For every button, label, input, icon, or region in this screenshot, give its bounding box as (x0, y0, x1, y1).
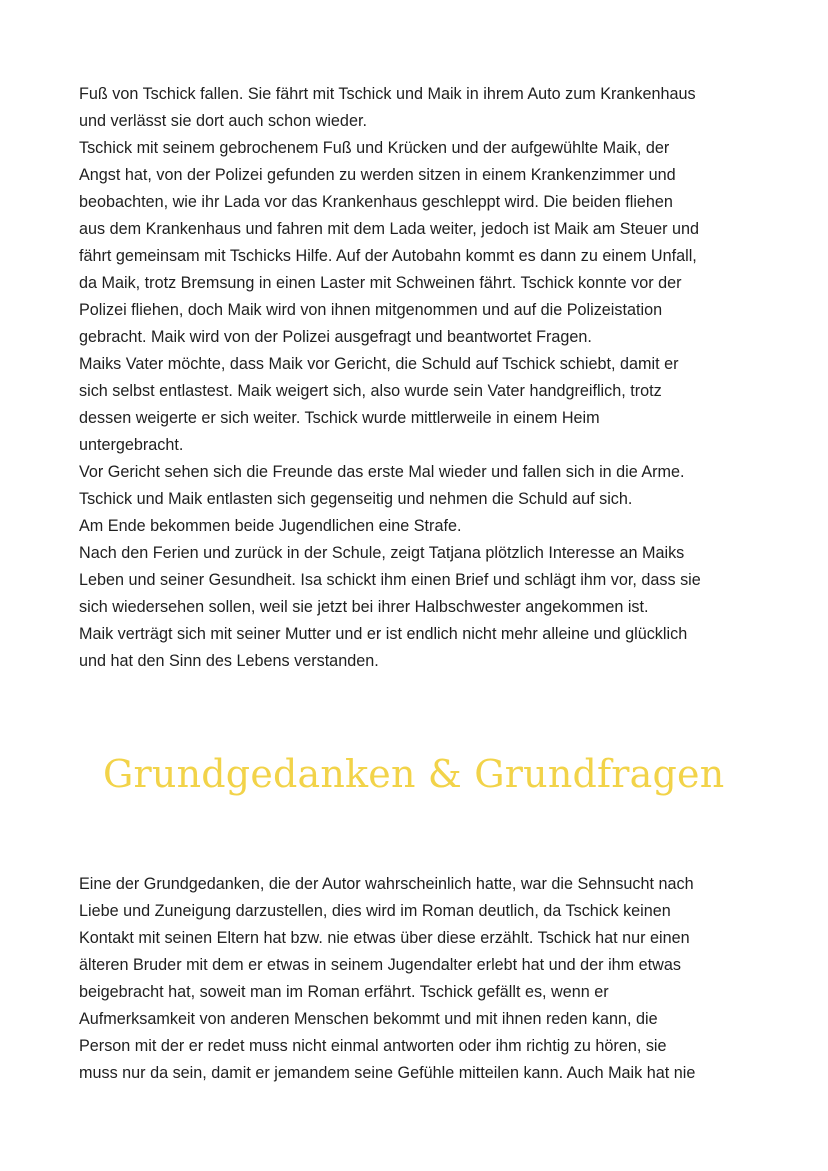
text-line: aus dem Krankenhaus und fahren mit dem Lada weiter, jedoch ist Maik am Steuer und (79, 220, 699, 238)
text-line: Polizei fliehen, doch Maik wird von ihnen mitgenommen und auf die Polizeistation (79, 301, 663, 319)
text-line: Kontakt mit seinen Eltern hat bzw. nie etwas über diese erzählt. Tschick hat nur einen (79, 929, 690, 947)
text-line: Leben und seiner Gesundheit. Isa schickt ihm einen Brief und schlägt ihm vor, dass sie (79, 571, 701, 589)
text-line: da Maik, trotz Bremsung in einen Laster mit Schweinen fährt. Tschick konnte vor der (79, 274, 682, 292)
text-line: dessen weigerte er sich weiter. Tschick wurde mittlerweile in einem Heim (79, 409, 600, 427)
text-line: fährt gemeinsam mit Tschicks Hilfe. Auf der Autobahn kommt es dann zu einem Unfall, (79, 247, 697, 265)
text-line: Tschick mit seinem gebrochenem Fuß und Krücken und der aufgewühlte Maik, der (79, 139, 670, 157)
section-heading: Grundgedanken & Grundfragen (103, 752, 725, 796)
text-line: Eine der Grundgedanken, die der Autor wahrscheinlich hatte, war die Sehnsucht nach (79, 875, 694, 893)
text-line: beigebracht hat, soweit man im Roman erfährt. Tschick gefällt es, wenn er (79, 983, 609, 1001)
text-line: Angst hat, von der Polizei gefunden zu werden sitzen in einem Krankenzimmer und (79, 166, 676, 184)
thoughts-paragraph (79, 871, 759, 1087)
text-line: sich wiedersehen sollen, weil sie jetzt bei ihrer Halbschwester angekommen ist. (79, 598, 649, 616)
text-line: und verlässt sie dort auch schon wieder. (79, 112, 367, 130)
text-line: sich selbst entlastest. Maik weigert sich, also wurde sein Vater handgreiflich, trotz (79, 382, 662, 400)
text-line: Vor Gericht sehen sich die Freunde das erste Mal wieder und fallen sich in die Arme. (79, 463, 685, 481)
text-line: Am Ende bekommen beide Jugendlichen eine Strafe. (79, 517, 462, 535)
text-line: gebracht. Maik wird von der Polizei ausgefragt und beantwortet Fragen. (79, 328, 592, 346)
text-line: Aufmerksamkeit von anderen Menschen bekommt und mit ihnen reden kann, die (79, 1010, 658, 1028)
text-line: Maiks Vater möchte, dass Maik vor Gericht, die Schuld auf Tschick schiebt, damit er (79, 355, 679, 373)
text-line: muss nur da sein, damit er jemandem seine Gefühle mitteilen kann. Auch Maik hat nie (79, 1064, 696, 1082)
text-line: Tschick und Maik entlasten sich gegenseitig und nehmen die Schuld auf sich. (79, 490, 633, 508)
text-line: untergebracht. (79, 436, 184, 454)
text-line: Nach den Ferien und zurück in der Schule, zeigt Tatjana plötzlich Interesse an Maiks (79, 544, 685, 562)
summary-paragraphs (79, 81, 759, 675)
text-line: und hat den Sinn des Lebens verstanden. (79, 652, 379, 670)
text-line: Maik verträgt sich mit seiner Mutter und er ist endlich nicht mehr alleine und glücklich (79, 625, 688, 643)
text-line: Fuß von Tschick fallen. Sie fährt mit Tschick und Maik in ihrem Auto zum Krankenhaus (79, 85, 696, 103)
text-line: Liebe und Zuneigung darzustellen, dies wird im Roman deutlich, da Tschick keinen (79, 902, 671, 920)
text-line: älteren Bruder mit dem er etwas in seinem Jugendalter erlebt hat und der ihm etwas (79, 956, 681, 974)
text-line: beobachten, wie ihr Lada vor das Krankenhaus geschleppt wird. Die beiden fliehen (79, 193, 673, 211)
text-line: Person mit der er redet muss nicht einmal antworten oder ihm richtig zu hören, sie (79, 1037, 667, 1055)
